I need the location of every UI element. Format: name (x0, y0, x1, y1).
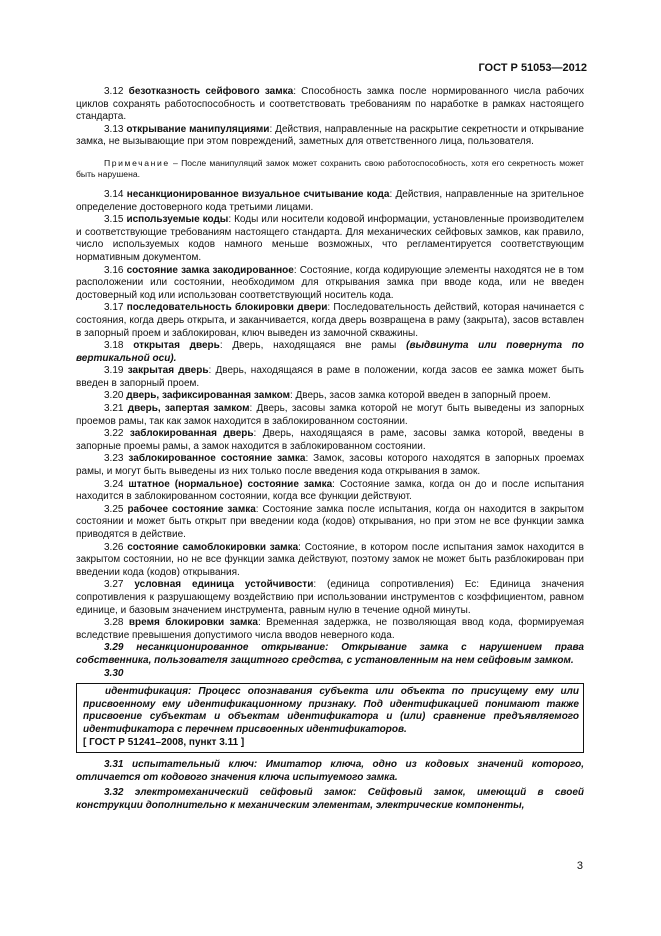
term-3-20: 3.20 дверь, зафиксированная замком: Дверь, засов замка которой введен в запорный проем. (104, 390, 551, 402)
reference: [ ГОСТ Р 51241–2008, пункт 3.11 ] (83, 736, 245, 748)
term-3-27: 3.27 условная единица устойчивости: (единица сопротивления) Ес: Единица значения сопротивления к разрушающему воздействию при использовании инструментов с коэффициентом, равном единице, и базовым значением инструмента, равным нулю в течение одной минуты. (76, 579, 584, 616)
term-3-30-definition: идентификация: Процесс опознавания субъекта или объекта по присущему ему или присвоенному ему идентификационному признаку. Под идентификацией понимают также присвоение субъектам и объектам идентификатора и (или) сравнение предъявляемого идентификатора с перечнем присвоенных идентификаторов. (83, 686, 579, 735)
term-3-23: 3.23 заблокированное состояние замка: Замок, засовы которого находятся в запорных проемах рамы, и могут быть выведены из них только после введения кода открывания в замок. (76, 453, 584, 478)
term-3-17: 3.17 последовательность блокировки двери: Последовательность действий, которая начинается с состояния, когда дверь открыта, и заканчивается, когда дверь возвращена в раму (закрыта), засов вставлен в запорный проем и заблокирован, ключ выведен из замочной скважины. (76, 302, 584, 339)
term-3-32: 3.32 электромеханический сейфовый замок: Сейфовый замок, имеющий в своей конструкции дополнительно к механическим элементам, электрические компоненты, (76, 787, 584, 811)
term-3-22: 3.22 заблокированная дверь: Дверь, находящаяся в раме, засовы замка которой, введены в запорные проемы рамы, а замок находится в заблокированном состоянии. (76, 428, 584, 452)
note: Примечание – После манипуляций замок может сохранить свою работоспособность, хотя его секретность может быть нарушена. (76, 157, 584, 179)
term-3-29: 3.29 несанкционированное открывание: Открывание замка с нарушением права собственника, пользователя защитного средства, с установленным на нем сейфовым замком. (76, 642, 584, 666)
term-3-25: 3.25 рабочее состояние замка: Состояние замка после испытания, когда он находится в закрытом состоянии и может быть открыт при введении кода (кодов) открывания, но при этом не все функции замка приводятся в действие. (76, 503, 584, 540)
term-3-26: 3.26 состояние самоблокировки замка: Состояние, в котором после испытания замок находится в закрытом состоянии, но не все функции замка действуют, поэтому замок не может быть разблокирован при введении кода (кодов) открывания. (76, 541, 584, 578)
page-number: 3 (576, 860, 583, 872)
term-3-19: 3.19 закрытая дверь: Дверь, находящаяся в раме в положении, когда засов ее замка может быть введен в запорный проем. (76, 365, 584, 389)
term-3-24: 3.24 штатное (нормальное) состояние замка: Состояние замка, когда он до и после испытания находится в заблокированном состоянии, когда все функции действуют. (76, 478, 584, 503)
document-code: ГОСТ Р 51053—2012 (478, 62, 587, 74)
term-3-13: 3.13 открывание манипуляциями: Действия, направленные на раскрытие секретности и открывание замка, не вызывающие при этом повреждений, заметных для ответственного лица, пользователя. (76, 123, 584, 148)
term-3-15: 3.15 используемые коды: Коды или носители кодовой информации, установленные производителем и соответствующие требованиям настоящего стандарта. Для механических сейфовых замков, как правило, число используемых кодов намного меньше возможных, что регламентируется соответствующим нормативным документом. (76, 214, 584, 263)
term-3-16: 3.16 состояние замка закодированное: Состояние, когда кодирующие элементы находятся не в том расположении или состоянии, необходимом для открывания замка при вводе кода, или не введен достоверный код или использован соответствующий носитель кода. (76, 264, 584, 301)
term-3-14: 3.14 несанкционированное визуальное считывание кода: Действия, направленные на зрительное определение достоверного кода третьими лицами. (76, 188, 584, 213)
term-3-31: 3.31 испытательный ключ: Имитатор ключа, одно из кодовых значений которого, отличается от кодового значения ключа испытуемого замка. (76, 759, 584, 783)
quoted-definition-box (76, 683, 584, 753)
term-3-12: 3.12 безотказность сейфового замка: Способность замка после нормированного числа рабочих циклов сохранять работоспособность и соответствовать требованиям по наработке в рамках настоящего стандарта. (76, 86, 584, 123)
term-3-28: 3.28 время блокировки замка: Временная задержка, не позволяющая ввод кода, формируемая вследствие превышения допустимого числа вводов неверного кода. (76, 617, 584, 641)
term-3-18: 3.18 открытая дверь: Дверь, находящаяся вне рамы (выдвинута или повернута по вертикальной оси). (76, 340, 584, 364)
term-3-30-number: 3.30 (104, 667, 124, 679)
document-body (76, 86, 584, 812)
term-3-21: 3.21 дверь, запертая замком: Дверь, засовы замка которой не могут быть выведены из запорных проемов рамы, так как замок находится в заблокированном состоянии. (76, 403, 584, 427)
